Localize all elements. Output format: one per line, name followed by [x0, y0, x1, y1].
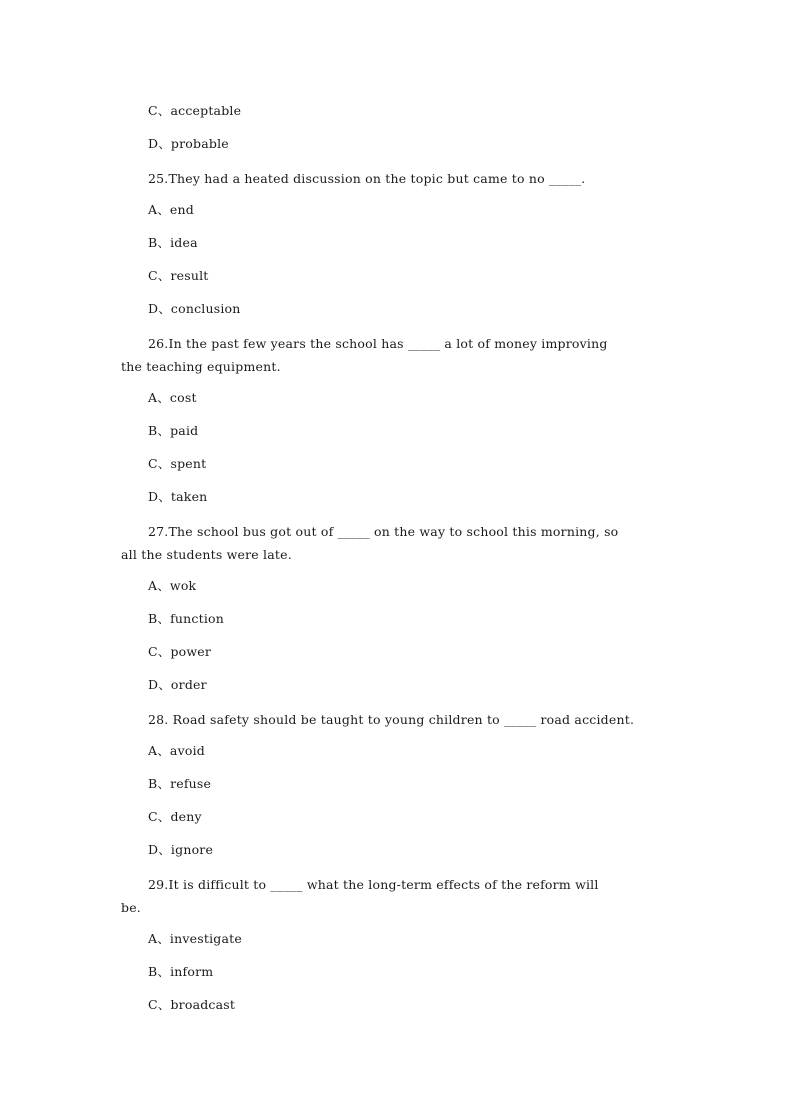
question-27-line-2: all the students were late. — [121, 547, 292, 562]
option-26-c: C、spent — [148, 456, 207, 471]
option-27-b: B、function — [148, 611, 225, 626]
option-26-a: A、cost — [148, 390, 197, 405]
question-26-line-2: the teaching equipment. — [121, 359, 281, 374]
question-26-line-1: 26.In the past few years the school has _____ a lot of money improving — [148, 336, 608, 351]
option-25-c: C、result — [148, 268, 209, 283]
question-29-line-1: 29.It is difficult to _____ what the long-term effects of the reform will — [148, 877, 599, 892]
option-28-a: A、avoid — [148, 743, 205, 758]
question-28: 28. Road safety should be taught to young children to _____ road accident. — [148, 712, 635, 727]
question-27-line-1: 27.The school bus got out of _____ on the way to school this morning, so — [148, 524, 619, 539]
option-26-b: B、paid — [148, 423, 199, 438]
option-29-c: C、broadcast — [148, 997, 236, 1012]
question-29-line-2: be. — [121, 900, 141, 915]
option-25-a: A、end — [148, 202, 194, 217]
question-25: 25.They had a heated discussion on the topic but came to no _____. — [148, 171, 586, 186]
option-25-b: B、idea — [148, 235, 198, 250]
option-26-d: D、taken — [148, 489, 208, 504]
option-24-d: D、probable — [148, 136, 229, 151]
option-29-a: A、investigate — [148, 931, 242, 946]
option-29-b: B、inform — [148, 964, 214, 979]
option-28-b: B、refuse — [148, 776, 212, 791]
option-27-c: C、power — [148, 644, 212, 659]
option-24-c: C、acceptable — [148, 103, 242, 118]
option-25-d: D、conclusion — [148, 301, 241, 316]
option-27-a: A、wok — [148, 578, 197, 593]
option-27-d: D、order — [148, 677, 207, 692]
option-28-c: C、deny — [148, 809, 202, 824]
option-28-d: D、ignore — [148, 842, 214, 857]
